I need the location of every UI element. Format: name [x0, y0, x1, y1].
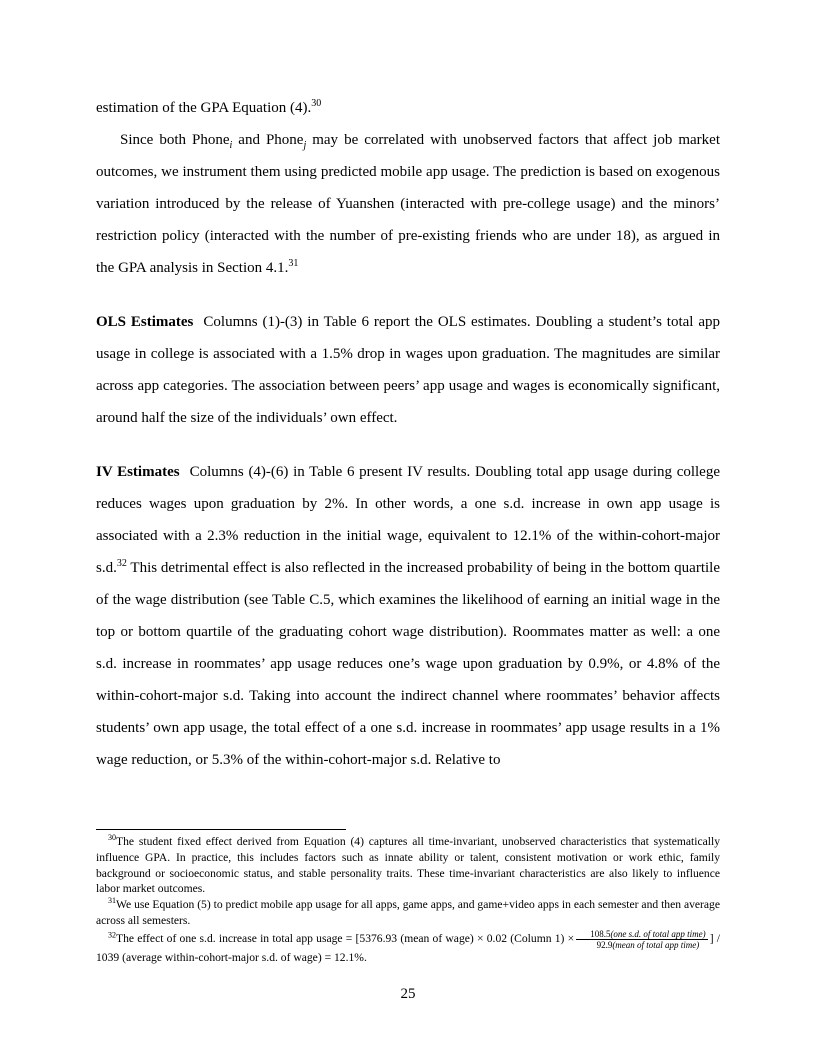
app-time-fraction: $\frac{\text{108.5(one s.d. of total app time)}}{\text{92.9(mean of total app time)}}$ — [576, 929, 708, 950]
paragraph-continuation: estimation of the GPA Equation (4).$^{30}$ — [96, 98, 322, 116]
footnote-31: $^{31}$We use Equation (5) to predict mobile app usage for all apps, game apps, and game+video apps in each semester and then average across all semesters. — [96, 896, 720, 927]
footnotes — [96, 834, 720, 966]
iv-heading: IV Estimates — [96, 464, 180, 480]
footnote-30: $^{30}$The student fixed effect derived from Equation (4) captures all time-invariant, unobserved characteristics that systematically influence GPA. In practice, this includes factors such as innate ability or talent, consistent motivation or work ethic, family background or socioeconomic status, and stable personality traits. These time-invariant characteristics are also likely to influence labor market outcomes. — [96, 833, 720, 896]
paragraph-iv-estimates: IV Estimates Columns (4)-(6) in Table 6 present IV results. Doubling total app usage during college reduces wages upon graduation by 2%. In other words, a one s.d. increase in own app usage is associated with a 2.3% reduction in the initial wage, equivalent to 12.1% of the within-cohort-major s.d.$^{32}$ This detrimental effect is also reflected in the increased probability of being in the bottom quartile of the wage distribution (see Table C.5, which examines the likelihood of earning an initial wage in the top or bottom quartile of the graduating cohort wage distribution). Roommates matter as well: a one s.d. increase in roommates’ app usage reduces one’s wage upon graduation by 0.9%, or 4.8% of the within-cohort-major s.d. Taking into account the indirect channel where roommates’ behavior affects students’ own app usage, the total effect of a one s.d. increase in roommates’ app usage results in a 1% wage reduction, or 5.3% of the within-cohort-major s.d. Relative to — [96, 464, 720, 768]
footnote-ref-30[interactable]: 30 — [311, 98, 322, 109]
footnote-ref-31[interactable]: 31 — [288, 258, 299, 269]
paragraph-instruments: Since both Phone$_i$ and Phone$_j$ may be correlated with unobserved factors that affect job market outcomes, we instrument them using predicted mobile app usage. The prediction is based on exogenous variation introduced by the release of Yuanshen (interacted with pre-college usage) and the minors’ restriction policy (interacted with the number of pre-existing friends who are under 18), as argued in the GPA analysis in Section 4.1.31 — [96, 132, 720, 276]
page-number: 25 — [400, 986, 416, 1002]
paragraph-ols-estimates: OLS Estimates Columns (1)-(3) in Table 6 report the OLS estimates. Doubling a student’s total app usage in college is associated with a 1.5% drop in wages upon graduation. The magnitudes are similar across app categories. The association between peers’ app usage and wages is economically significant, around half the size of the individuals’ own effect. — [96, 314, 720, 426]
footnote-ref-32[interactable]: 32 — [116, 558, 127, 569]
body-text — [96, 92, 720, 776]
ols-heading: OLS Estimates — [96, 314, 194, 330]
footnote-32: $^{32}$The effect of one s.d. increase in total app usage = [5376.93 (mean of wage) × 0.02 (Column 1) × $\frac{\text{108.5(one s.d. of total app time)}}{\text{92.9(mean of total app time)}}$ ] / 1039 (average within-cohort-major s.d. of wage) = 12.1%. — [96, 928, 721, 964]
footnote-divider — [96, 829, 346, 830]
